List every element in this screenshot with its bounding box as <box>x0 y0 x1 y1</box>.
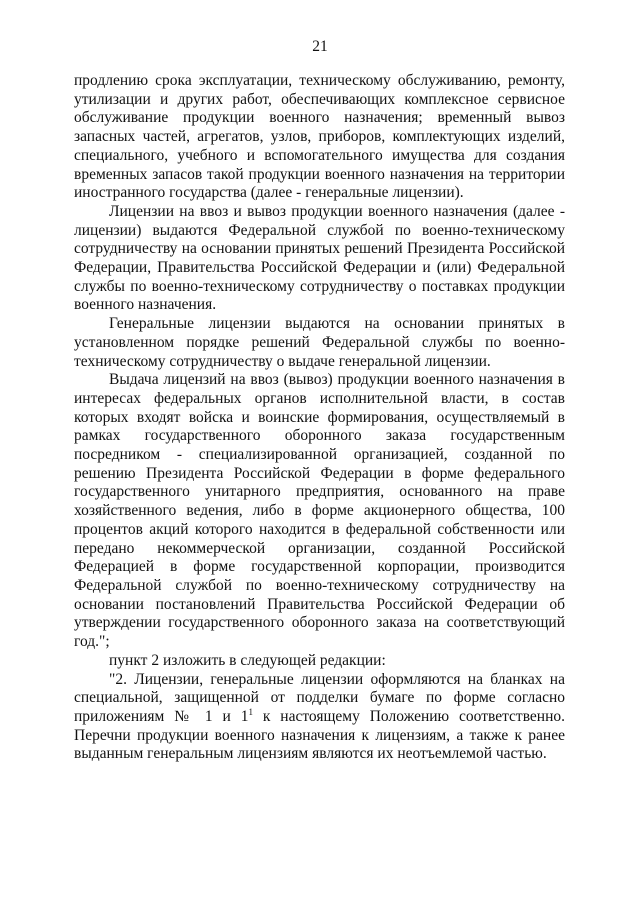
paragraph-continuation: продлению срока эксплуатации, техническому обслуживанию, ремонту, утилизации и других работ, обеспечивающих комплексное сервисное обслуживание продукции военного назначения; временный вывоз запасных частей, агрегатов, узлов, приборов, комплектующих изделий, специального, учебного и вспомогательного имущества для создания временных запасов такой продукции военного назначения на территории иностранного государства (далее - генеральные лицензии). <box>74 72 565 202</box>
clause-text-part1: "2. Лицензии, генеральные лицензии оформляются на бланках на специальной, защищенной от подделки бумаге по форме согласно приложениям № 1 и 1 <box>74 670 565 725</box>
clause-text-part2: к настоящему Положению соответственно. Перечни продукции военного назначения к лицензиям, а также к ранее выданным генеральным лицензиям являются их неотъемлемой частью. <box>74 707 566 763</box>
amendment-instruction: пункт 2 изложить в следующей редакции: <box>109 651 386 669</box>
paragraph: Генеральные лицензии выдаются на основании принятых в установленном порядке решений Федеральной службы по военно-техническому сотрудничеству о выдаче генеральной лицензии. <box>74 315 565 370</box>
paragraph: Лицензии на ввоз и вывоз продукции военного назначения (далее - лицензии) выдаются Федеральной службой по военно-техническому сотрудничеству на основании принятых решений Президента Российской Федерации, Правительства Российской Федерации и (или) Федеральной службы по военно-техническому сотрудничеству о поставках продукции военного назначения. <box>74 202 565 314</box>
paragraph: Выдача лицензий на ввоз (вывоз) продукции военного назначения в интересах федеральных органов исполнительной власти, в состав которых входят войска и воинские формирования, осуществляемый в рамках государственного оборонного заказа государственным посредником - специализированной организацией, созданной по решению Президента Российской Федерации в форме федерального государственного унитарного предприятия, основанного на праве хозяйственного ведения, либо в форме акционерного общества, 100 процентов акций которого находится в федеральной собственности или передано некоммерческой организации, созданной Российской Федерацией в форме государственной корпорации, производится Федеральной службой по военно-техническому сотрудничеству на основании постановлений Правительства Российской Федерации об утверждении государственного оборонного заказа на соответствующий год."; <box>74 371 565 651</box>
document-body <box>74 72 565 764</box>
superscript: 1 <box>248 706 253 717</box>
page-number: 21 <box>312 38 328 55</box>
paragraph-quoted-clause <box>74 671 565 765</box>
